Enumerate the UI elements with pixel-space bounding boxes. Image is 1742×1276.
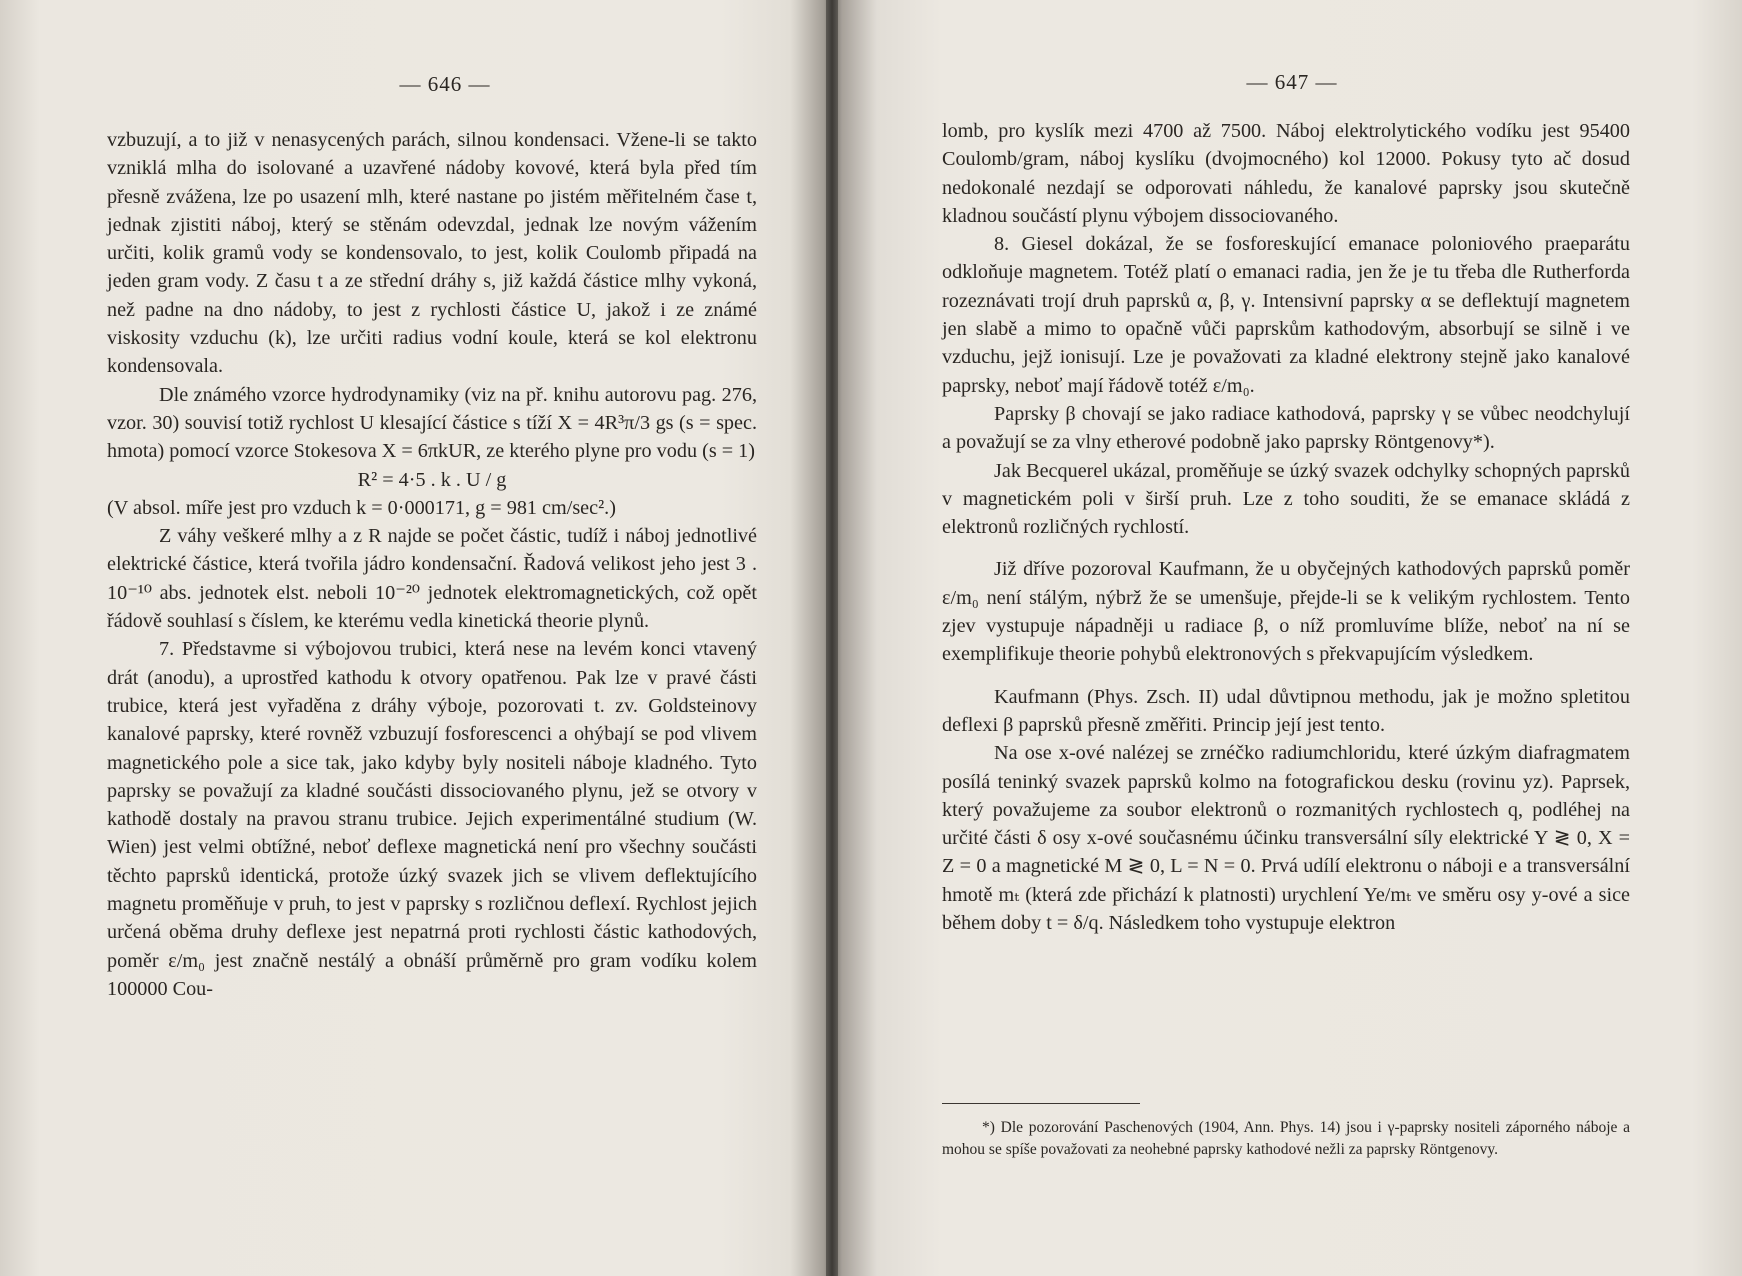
paragraph: Dle známého vzorce hydrodynamiky (viz na př. knihu autorovu pag. 276, vzor. 30) souvisí totiž rychlost U klesající částice s tíží X = 4R³π/3 gs (s = spec. hmota) pomocí vzorce Stokesova X = 6πkUR, ze kterého plyne pro vodu (s = 1)	[107, 383, 757, 463]
paragraph: vzbuzují, a to již v nenasycených parách, silnou kondensaci. Vžene-li se takto vzniklá mlha do isolované a uzavřené nádoby kovové, která byla před tím přesně zvážena, lze po usazení mlh, které nastane po jistém měřitelném čase t, jednak zjistiti náboj, který se stěnám odevzdal, jednak lze novým vážením určiti, kolik gramů vody se kondensovalo, to jest, kolik Coulomb připadá na jeden gram vody. Z času t a ze střední dráhy s, již každá částice mlhy vykoná, než padne na dno nádoby, to jest z rychlosti částice U, jakož i ze známé viskosity vzduchu (k), lze určiti radius vodní koule, která se kol elektronu kondensovala.	[107, 129, 757, 378]
page-number: — 646 —	[399, 72, 491, 96]
page-number: — 647 —	[1246, 70, 1338, 94]
paragraph: Z váhy veškeré mlhy a z R najde se počet částic, tudíž i náboj jednotlivé elektrické částice, která tvořila jádro kondensační. Řadová velikost jeho jest 3 . 10⁻¹⁰ abs. jednotek elst. neboli 10⁻²⁰ jednotek elektromagnetických, což opět řádově souhlasí s číslem, ke kterému vedla kinetická theorie plynů.	[107, 525, 757, 633]
right-page	[832, 0, 1742, 1276]
left-text-block	[107, 126, 757, 1003]
right-text-block	[942, 117, 1630, 937]
paragraph: Na ose x-ové nalézej se zrnéčko radiumchloridu, které úzkým diafragmatem posílá teninký svazek paprsků kolmo na fotografickou desku (rovinu yz). Paprsek, který považujeme za soubor elektronů o rozmanitých rychlostech q, podléhej na určité části δ osy x-ové současnému účinku transversální síly elektrické Y ≷ 0, X = Z = 0 a magnetické M ≷ 0, L = N = 0. Prvá udílí elektronu o náboji e a transversální hmotě mₜ (která zde přichází k platnosti) urychlení Ye/mₜ ve směru osy y-ové a sice během doby t = δ/q. Následkem toho vystupuje elektron	[942, 742, 1630, 935]
footnote	[942, 1117, 1630, 1161]
paragraph: (V absol. míře jest pro vzduch k = 0·000171, g = 981 cm/sec².)	[107, 496, 616, 519]
footnote-text: *) Dle pozorování Paschenových (1904, Ann. Phys. 14) jsou i γ-paprsky nositeli záporného náboje a mohou se spíše považovati za neohebné paprsky kathodové nežli za paprsky Röntgenovy.	[942, 1119, 1630, 1158]
paragraph: Kaufmann (Phys. Zsch. II) udal důvtipnou methodu, jak je možno spletitou deflexi β paprsků přesně změřiti. Princip její jest tento.	[942, 685, 1630, 736]
book-gutter	[826, 0, 838, 1276]
equation: R² = 4·5 . k . U / g	[357, 468, 507, 491]
paragraph: lomb, pro kyslík mezi 4700 až 7500. Náboj elektrolytického vodíku jest 95400 Coulomb/gram, náboj kyslíku (dvojmocného) kol 12000. Pokusy tyto ač dosud nedokonalé nezdají se odporovati náhledu, že kanalové paprsky jsou skutečně kladnou součástí plynu výbojem dissociovaného.	[942, 120, 1630, 227]
paragraph: Paprsky β chovají se jako radiace kathodová, paprsky γ se vůbec neodchylují a považují se za vlny etherové podobně jako paprsky Röntgenovy*).	[942, 402, 1630, 454]
paragraph: Jak Becquerel ukázal, proměňuje se úzký svazek odchylky schopných paprsků v magnetickém poli v širší pruh. Lze z toho souditi, že se emanace skládá z elektronů rozličných rychlostí.	[942, 459, 1630, 539]
paragraph: 7. Představme si výbojovou trubici, která nese na levém konci vtavený drát (anodu), a uprostřed kathodu k otvory opatřenou. Pak lze v pravé části trubice, která jest vyřaděna z dráhy výboje, pozorovati t. zv. Goldsteinovy kanalové paprsky, které rovněž vzbuzují fosforescenci a ohýbají se pod vlivem magnetického pole a sice tak, jako kdyby byly nositeli náboje kladného. Tyto paprsky se považují za kladné součásti dissociovaného plynu, jež se otvory v kathodě dostaly na pravou stranu trubice. Jejich experimentálné studium (W. Wien) jest velmi obtížné, neboť deflexe magnetická není pro všechny součásti těchto paprsků identická, protože úzký svazek jich se vlivem deflektujícího magnetu proměňuje v pruh, to jest v paprsky s rozličnou deflexí. Rychlost jejich určená oběma druhy deflexe jest nepatrná proti rychlosti částic kathodových, poměr ε/m₀ jest značně nestálý a obnáší průměrně pro gram vodíku kolem 100000 Cou-	[107, 638, 757, 1000]
paragraph: 8. Giesel dokázal, že se fosforeskující emanace poloniového praeparátu odkloňuje magnetem. Totéž platí o emanaci radia, jen že je tu třeba dle Rutherforda rozeznávati trojí druh paprsků α, β, γ. Intensivní paprsky α se deflektují magnetem jen slabě a mimo to opačně vůči paprskům kathodovým, absorbují se silně i ve vzduchu, jejž ionisují. Lze je považovati za kladné elektrony stejně jako kanalové paprsky, neboť mají řádově totéž ε/m₀.	[942, 233, 1630, 397]
left-page	[0, 0, 832, 1276]
footnote-rule	[942, 1103, 1140, 1104]
paragraph: Již dříve pozoroval Kaufmann, že u obyčejných kathodových paprsků poměr ε/m₀ není stálým, nýbrž že se umenšuje, přejde-li se k velikým rychlostem. Tento zjev vystupuje nápadněji u radiace β, o níž promluvíme blíže, neboť na ní se exemplifikuje theorie pohybů elektronových s překvapujícím výsledkem.	[942, 558, 1630, 666]
